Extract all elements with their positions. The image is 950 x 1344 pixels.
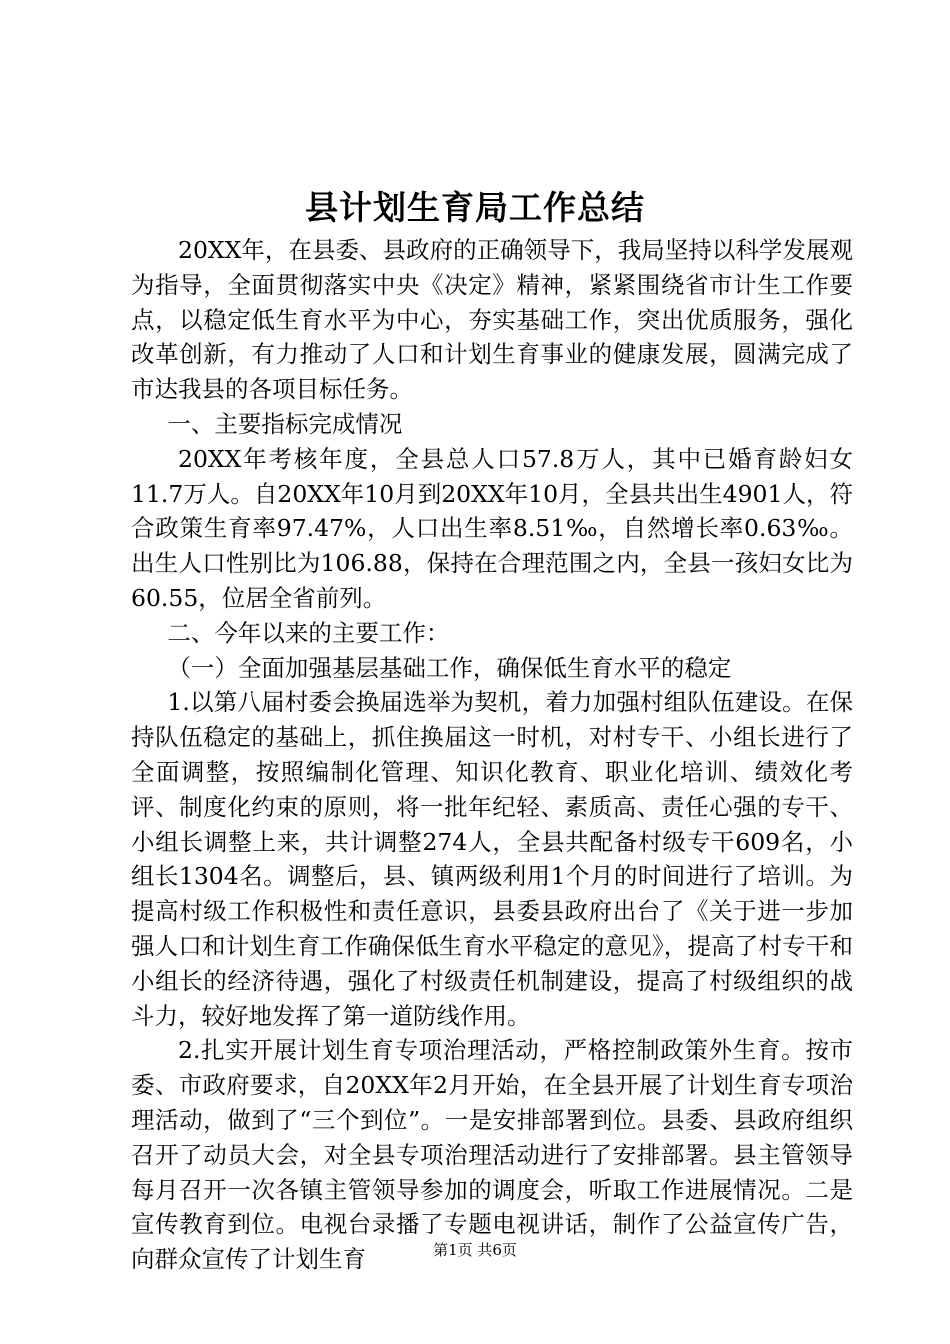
document-title: 县计划生育局工作总结 <box>305 188 645 227</box>
indicators-paragraph: 20XX年考核年度，全县总人口57.8万人，其中已婚育龄妇女11.7万人。自20XX年10月到20XX年10月，全县共出生4901人，符合政策生育率97.47%，人口出生率8.51‰，自然增长率0.63‰。出生人口性别比为106.88，保持在合理范围之内，全县一孩妇女比为60.55，位居全省前列。 <box>131 444 853 612</box>
section-heading-main-work: 二、今年以来的主要工作： <box>167 618 450 647</box>
intro-paragraph: 20XX年，在县委、县政府的正确领导下，我局坚持以科学发展观为指导，全面贯彻落实中央《决定》精神，紧紧围绕省市计生工作要点，以稳定低生育水平为中心，夯实基础工作，突出优质服务，强化改革创新，有力推动了人口和计划生育事业的健康发展，圆满完成了市达我县的各项目标任务。 <box>131 236 853 404</box>
document-body <box>131 233 853 1277</box>
subsection-heading-grassroots: （一）全面加强基层基础工作，确保低生育水平的稳定 <box>167 653 732 682</box>
page-footer: 第1页 共6页 <box>433 1241 517 1259</box>
item-paragraph-special-governance: 2.扎实开展计划生育专项治理活动，严格控制政策外生育。按市委、市政府要求，自20XX年2月开始，在全县开展了计划生育专项治理活动，做到了“三个到位”。一是安排部署到位。县委、县政府组织召开了动员大会，对全县专项治理活动进行了安排部署。县主管领导每月召开一次各镇主管领导参加的调度会，听取工作进展情况。二是宣传教育到位。电视台录播了专题电视讲话，制作了公益宣传广告，向群众宣传了计划生育 <box>131 1036 853 1274</box>
item-paragraph-team-building: 1.以第八届村委会换届选举为契机，着力加强村组队伍建设。在保持队伍稳定的基础上，抓住换届这一时机，对村专干、小组长进行了全面调整，按照编制化管理、知识化教育、职业化培训、绩效化考评、制度化约束的原则，将一批年纪轻、素质高、责任心强的专干、小组长调整上来，共计调整274人，全县共配备村级专干609名，小组长1304名。调整后，县、镇两级利用1个月的时间进行了培训。为提高村级工作积极性和责任意识，县委县政府出台了《关于进一步加强人口和计划生育工作确保低生育水平稳定的意见》，提高了村专干和小组长的经济待遇，强化了村级责任机制建设，提高了村级组织的战斗力，较好地发挥了第一道防线作用。 <box>131 688 853 1030</box>
section-heading-indicators: 一、主要指标完成情况 <box>167 409 403 438</box>
